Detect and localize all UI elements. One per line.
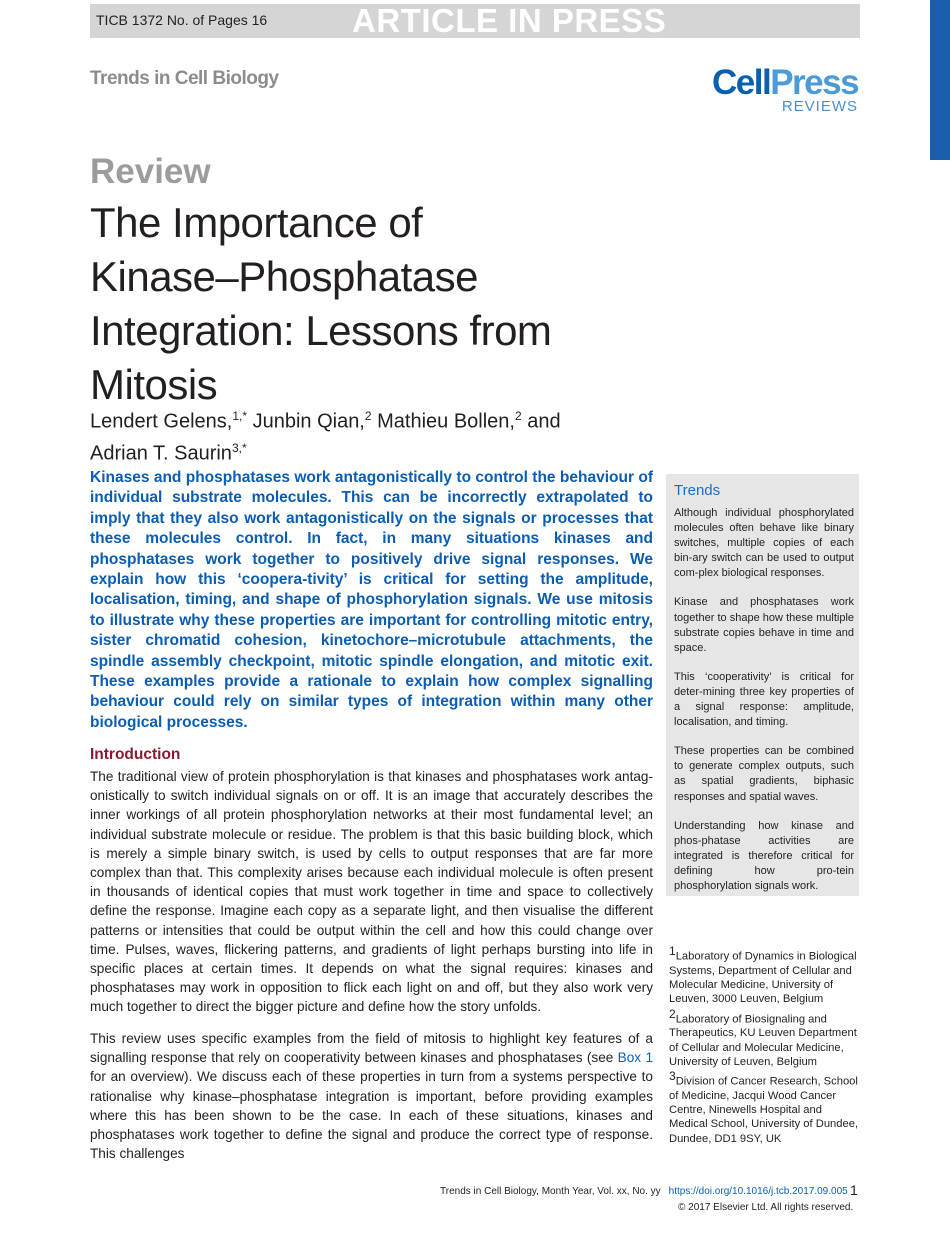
logo-press: Press: [770, 63, 859, 102]
author-affiliation-mark: 1,*: [232, 409, 248, 423]
body-text: for an overview). We discuss each of these properties in turn from a systems perspective to rationalise why kinase–phosphatase integration is important, before providing examples where this has been shown to be the case. In each of these situations, kinases and phosphatases work together to define the signal and produce the correct type of response. This challenges: [90, 1069, 653, 1162]
author-conjunction: and: [521, 410, 561, 433]
affiliation-entry: $^1$Laboratory of Dynamics in Biological Systems, Department of Cellular and Molecular Medicine, University of Leuven, 3000 Leuven, Belgium: [669, 944, 857, 1006]
section-label: Review: [90, 152, 211, 191]
doi-link[interactable]: https://doi.org/10.1016/j.tcb.2017.09.005: [668, 1186, 848, 1197]
title-line: Kinase–Phosphatase: [90, 253, 478, 300]
box-1-link[interactable]: Box 1: [617, 1050, 654, 1066]
trends-box: [666, 474, 859, 896]
affiliations: [669, 944, 861, 1146]
trends-item: Although individual phosphorylated molecules often behave like binary switches, multiple copies of each bin-ary switch can be used to output com-plex biological responses.: [674, 507, 854, 580]
citation-text: Trends in Cell Biology, Month Year, Vol. xx, No. yy: [440, 1186, 661, 1197]
running-header-bar: [90, 4, 860, 38]
introduction-heading: Introduction: [90, 746, 181, 763]
author-name: Mathieu Bollen,: [371, 410, 515, 433]
manuscript-id: TICB 1372 No. of Pages 16: [96, 12, 268, 28]
trends-item: Understanding how kinase and phos-phatase activities are integrated is therefore critical for defining how pro-tein phosphorylation signals work.: [674, 819, 854, 892]
title-line: Integration: Lessons from: [90, 307, 552, 354]
author-name: Junbin Qian,: [247, 410, 365, 433]
side-tab-marker: [930, 0, 950, 160]
logo-cell: Cell: [712, 63, 771, 102]
trends-heading: Trends: [674, 482, 721, 499]
body-paragraph: The traditional view of protein phosphorylation is that kinases and phosphatases work antag-onistically to switch individual signals on or off. It is an image that accurately describes the inner workings of all protein phosphorylation networks at their most fundamental level; an individual substrate molecule or residue. The problem is that this basic building block, which is merely a simple binary switch, is used by cells to output responses that are far more complex than that. This complexity arises because each individual molecule is often present in thousands of identical copies that must work together in time and space to collectively define the response. Imagine each copy as a separate light, and then visualise the different patterns or intensities that could be output within the cell and how this could change over time. Pulses, waves, flickering patterns, and gradients of light perhaps bursting into life in specific places at certain times. It depends on what the signal requires: kinases and phosphatases may work in opposition to flick each light on and off, but they also work very much together to direct the bigger picture and define how the story unfolds.: [90, 769, 653, 1015]
author-list: [90, 403, 650, 466]
author-name: Adrian T. Saurin: [90, 442, 232, 465]
body-text: This review uses specific examples from the field of mitosis to highlight key features of a signalling response that rely on cooperativity between kinases and phosphatases (see: [90, 1031, 653, 1066]
title-line: The Importance of: [90, 199, 423, 246]
page-number: 1: [850, 1182, 858, 1198]
author-name: Lendert Gelens,: [90, 410, 233, 433]
author-affiliation-mark: 3,*: [231, 440, 247, 455]
copyright-notice: © 2017 Elsevier Ltd. All rights reserved.: [678, 1202, 854, 1213]
author-affiliation-mark: 2: [514, 409, 522, 423]
trends-item: These properties can be combined to generate complex outputs, such as spatial gradients, biphasic responses and spatial waves.: [674, 745, 854, 803]
trends-item: This ‘cooperativity’ is critical for deter-mining three key properties of a signal response: amplitude, localisation, and timing.: [674, 670, 854, 729]
cellpress-logo: [712, 64, 862, 120]
body-paragraph: [90, 1029, 653, 1163]
logo-reviews: REVIEWS: [781, 98, 858, 115]
title-line: Mitosis: [90, 361, 218, 408]
footer-citation: [440, 1186, 848, 1197]
trends-item: Kinase and phosphatases work together to shape how these multiple substrate copies behave in time and space.: [674, 596, 854, 654]
affiliation-entry: $^2$Laboratory of Biosignaling and Therapeutics, KU Leuven Department of Cellular and Molecular Medicine, University of Leuven, Belgium: [669, 1006, 857, 1068]
article-title: [90, 196, 650, 412]
author-affiliation-mark: 2: [364, 409, 372, 423]
journal-name: Trends in Cell Biology: [90, 68, 279, 89]
affiliation-entry: $^3$Division of Cancer Research, School of Medicine, Jacqui Wood Cancer Centre, Ninewells Hospital and Medical School, University of Dundee, Dundee, DD1 9SY, UK: [669, 1069, 859, 1145]
article-in-press-label: ARTICLE IN PRESS: [352, 2, 667, 39]
abstract: Kinases and phosphatases work antagonistically to control the behaviour of individual substrate molecules. This can be incorrectly extrapolated to imply that they also work antagonistically on the signals or processes that these molecules control. In fact, in many situations kinases and phosphatases work together to positively drive signal responses. We explain how this ‘coopera-tivity’ is critical for setting the amplitude, localisation, timing, and shape of phosphorylation signals. We use mitosis to illustrate why these properties are important for controlling mitotic entry, sister chromatid cohesion, kinetochore–microtubule attachments, the spindle assembly checkpoint, mitotic spindle elongation, and mitotic exit. These examples provide a rationale to explain how complex signalling behaviour could rely on similar types of integration within many other biological processes.: [90, 469, 653, 731]
